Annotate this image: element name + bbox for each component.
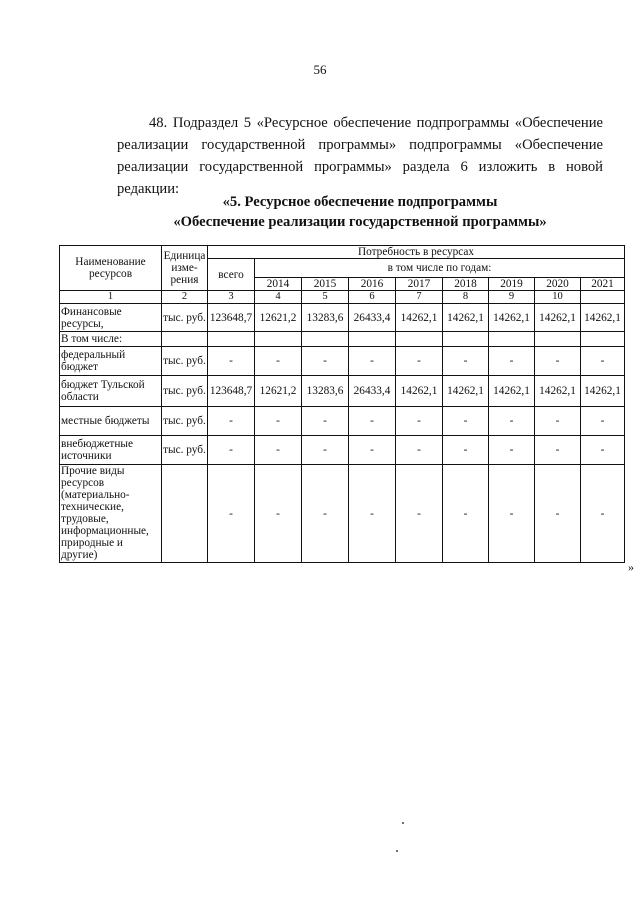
table-header — [60, 246, 625, 291]
header-year: 2016 — [349, 278, 396, 291]
header-total: всего — [208, 259, 255, 291]
section-heading — [120, 192, 600, 232]
scan-speck — [396, 850, 398, 852]
year-value-cell: - — [443, 436, 489, 465]
unit-cell: тыс. руб. — [162, 347, 208, 376]
column-number — [581, 291, 625, 304]
year-value-cell: - — [489, 407, 535, 436]
header-by-years: в том числе по годам: — [255, 259, 625, 278]
unit-cell — [162, 465, 208, 563]
total-value-cell: - — [208, 407, 255, 436]
table-row — [60, 347, 625, 376]
closing-quote-mark: » — [628, 560, 634, 574]
year-value-cell: - — [302, 347, 349, 376]
year-value-cell: - — [302, 436, 349, 465]
resource-name-cell: бюджет Тульской области — [60, 376, 162, 407]
header-year: 2017 — [396, 278, 443, 291]
year-value-cell: - — [489, 436, 535, 465]
total-value-cell: 123648,7 — [208, 304, 255, 332]
year-value-cell — [489, 332, 535, 347]
column-number: 4 — [255, 291, 302, 304]
header-year: 2018 — [443, 278, 489, 291]
year-value-cell — [302, 332, 349, 347]
year-value-cell: - — [396, 465, 443, 563]
table-row — [60, 304, 625, 332]
year-value-cell: - — [349, 347, 396, 376]
year-value-cell: 14262,1 — [489, 304, 535, 332]
page-number: 56 — [313, 62, 327, 77]
year-value-cell: - — [349, 465, 396, 563]
total-value-cell — [208, 332, 255, 347]
year-value-cell: 26433,4 — [349, 304, 396, 332]
amendment-paragraph: 48. Подраздел 5 «Ресурсное обеспечение подпрограммы «Обеспечение реализации государственной программы» подпрограммы «Обеспечение реализации государственной программы» раздела 6 изложить в новой редакции: — [117, 114, 603, 197]
column-number: 8 — [443, 291, 489, 304]
resource-name-cell: федеральный бюджет — [60, 347, 162, 376]
year-value-cell: - — [535, 436, 581, 465]
year-value-cell: 14262,1 — [396, 304, 443, 332]
year-value-cell — [349, 332, 396, 347]
table-row — [60, 376, 625, 407]
year-value-cell: 14262,1 — [396, 376, 443, 407]
year-value-cell — [396, 332, 443, 347]
table-row — [60, 332, 625, 347]
column-number: 7 — [396, 291, 443, 304]
year-value-cell: 14262,1 — [581, 376, 625, 407]
year-value-cell: - — [535, 347, 581, 376]
year-value-cell: - — [396, 436, 443, 465]
year-value-cell: 14262,1 — [535, 304, 581, 332]
year-value-cell: - — [581, 436, 625, 465]
column-number: 9 — [489, 291, 535, 304]
year-value-cell: - — [489, 465, 535, 563]
column-number: 10 — [535, 291, 581, 304]
year-value-cell: - — [443, 465, 489, 563]
resource-name-cell: внебюджетные источники — [60, 436, 162, 465]
header-year: 2015 — [302, 278, 349, 291]
header-unit: Единица изме-рения — [162, 246, 208, 291]
unit-cell: тыс. руб. — [162, 436, 208, 465]
resource-name-cell: Финансовые ресурсы, — [60, 304, 162, 332]
year-value-cell — [535, 332, 581, 347]
resource-name-cell: Прочие виды ресурсов (материально-технические, трудовые, информационные, природные и другие) — [60, 465, 162, 563]
year-value-cell: - — [302, 465, 349, 563]
year-value-cell — [581, 332, 625, 347]
year-value-cell: - — [349, 407, 396, 436]
resources-table — [59, 245, 625, 563]
year-value-cell: 13283,6 — [302, 304, 349, 332]
year-value-cell: 14262,1 — [581, 304, 625, 332]
year-value-cell: 14262,1 — [535, 376, 581, 407]
total-value-cell: 123648,7 — [208, 376, 255, 407]
year-value-cell: 12621,2 — [255, 304, 302, 332]
year-value-cell: - — [443, 347, 489, 376]
year-value-cell: 14262,1 — [489, 376, 535, 407]
scan-speck — [402, 822, 404, 824]
year-value-cell: - — [581, 407, 625, 436]
total-value-cell: - — [208, 347, 255, 376]
year-value-cell: 13283,6 — [302, 376, 349, 407]
column-numbers-row — [60, 291, 625, 304]
year-value-cell: - — [255, 436, 302, 465]
section-heading-line-2: «Обеспечение реализации государственной программы» — [173, 214, 547, 230]
table-row — [60, 436, 625, 465]
year-value-cell — [443, 332, 489, 347]
column-number: 3 — [208, 291, 255, 304]
column-number: 5 — [302, 291, 349, 304]
column-number: 6 — [349, 291, 396, 304]
year-value-cell: - — [535, 407, 581, 436]
unit-cell: тыс. руб. — [162, 376, 208, 407]
table-row — [60, 407, 625, 436]
year-value-cell: 14262,1 — [443, 376, 489, 407]
unit-cell: тыс. руб. — [162, 304, 208, 332]
year-value-cell: - — [255, 465, 302, 563]
year-value-cell: - — [443, 407, 489, 436]
column-number: 2 — [162, 291, 208, 304]
year-value-cell: 12621,2 — [255, 376, 302, 407]
year-value-cell: - — [581, 465, 625, 563]
header-year: 2019 — [489, 278, 535, 291]
year-value-cell: - — [255, 407, 302, 436]
year-value-cell: 26433,4 — [349, 376, 396, 407]
total-value-cell: - — [208, 465, 255, 563]
year-value-cell: - — [349, 436, 396, 465]
section-heading-line-1: «5. Ресурсное обеспечение подпрограммы — [222, 194, 498, 210]
unit-cell — [162, 332, 208, 347]
header-resource-name: Наименование ресурсов — [60, 246, 162, 291]
header-year: 2014 — [255, 278, 302, 291]
year-value-cell: - — [489, 347, 535, 376]
resource-name-cell: В том числе: — [60, 332, 162, 347]
year-value-cell: - — [255, 347, 302, 376]
total-value-cell: - — [208, 436, 255, 465]
year-value-cell: - — [535, 465, 581, 563]
year-value-cell: - — [302, 407, 349, 436]
year-value-cell: - — [581, 347, 625, 376]
unit-cell: тыс. руб. — [162, 407, 208, 436]
year-value-cell — [255, 332, 302, 347]
column-number: 1 — [60, 291, 162, 304]
table-body — [60, 291, 625, 563]
header-need: Потребность в ресурсах — [208, 246, 625, 259]
header-year: 2020 — [535, 278, 581, 291]
resource-name-cell: местные бюджеты — [60, 407, 162, 436]
year-value-cell: - — [396, 347, 443, 376]
year-value-cell: 14262,1 — [443, 304, 489, 332]
year-value-cell: - — [396, 407, 443, 436]
table-row — [60, 465, 625, 563]
header-year: 2021 — [581, 278, 625, 291]
